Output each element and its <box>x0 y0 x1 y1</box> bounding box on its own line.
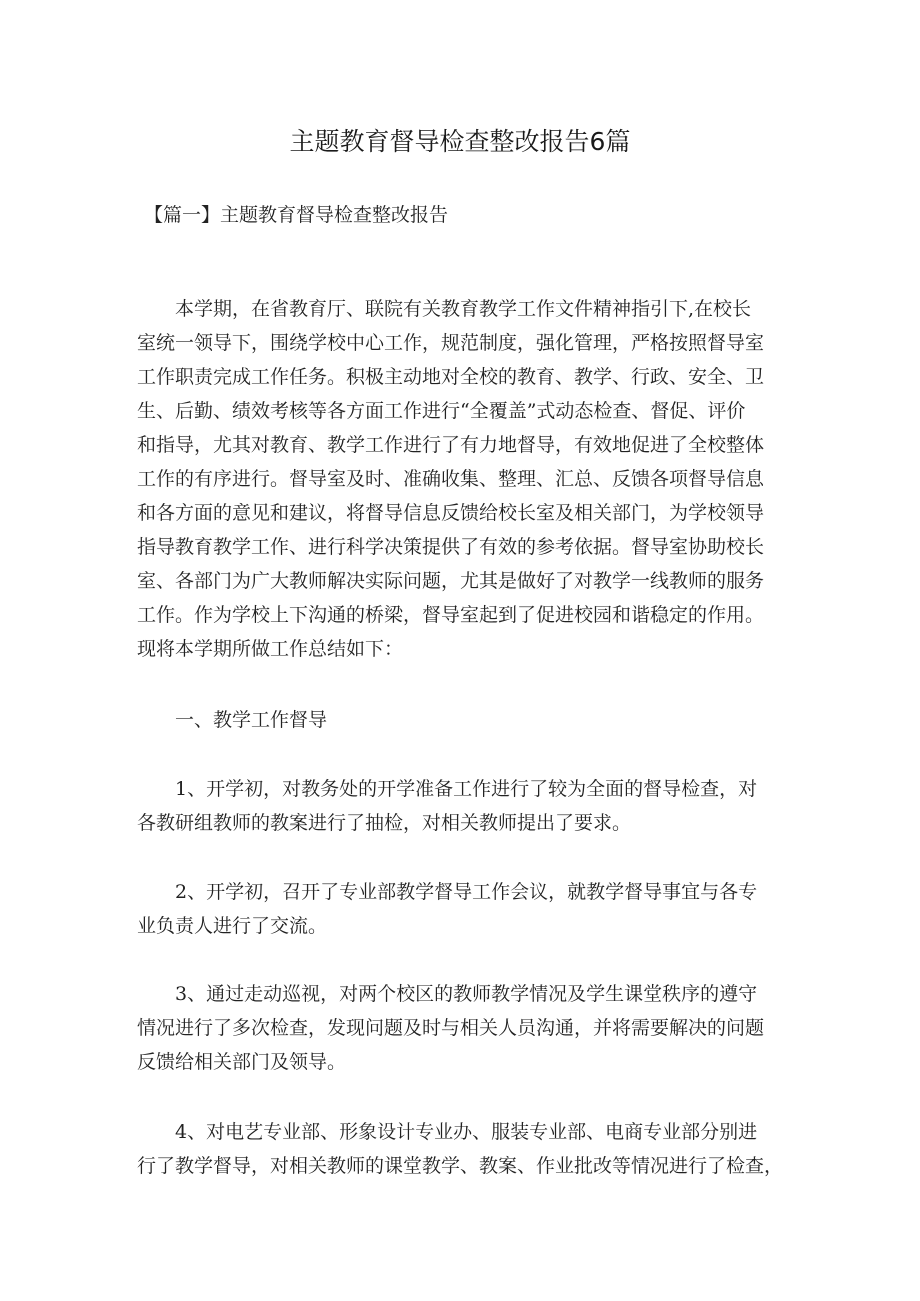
text-line: 2、开学初，召开了专业部教学督导工作会议，就教学督导事宜与各专 <box>175 881 758 903</box>
list-item <box>137 1115 797 1183</box>
text-line: 指导教育教学工作、进行科学决策提供了有效的参考依据。督导室协助校长 <box>137 536 765 558</box>
text-line: 本学期，在省教育厅、联院有关教育教学工作文件精神指引下,在校长 <box>175 298 752 320</box>
text-line: 行了教学督导，对相关教师的课堂教学、教案、作业批改等情况进行了检查， <box>137 1155 784 1177</box>
text-line: 情况进行了多次检查，发现问题及时与相关人员沟通，并将需要解决的问题 <box>137 1017 765 1039</box>
section-heading: 一、教学工作督导 <box>175 709 328 731</box>
text-line: 工作职责完成工作任务。积极主动地对全校的教育、教学、行政、安全、卫 <box>137 366 765 388</box>
chapter-heading: 【篇一】主题教育督导检查整改报告 <box>144 204 449 226</box>
text-line: 室、各部门为广大教师解决实际问题，尤其是做好了对教学一线教师的服务 <box>137 570 765 592</box>
text-line: 和指导，尤其对教育、教学工作进行了有力地督导，有效地促进了全校整体 <box>137 434 765 456</box>
document-title: 主题教育督导检查整改报告6篇 <box>289 127 631 156</box>
text-line: 室统一领导下，围绕学校中心工作，规范制度，强化管理，严格按照督导室 <box>137 332 765 354</box>
text-line: 反馈给相关部门及领导。 <box>137 1051 347 1073</box>
text-line: 业负责人进行了交流。 <box>137 915 328 937</box>
text-line: 3、通过走动巡视，对两个校区的教师教学情况及学生课堂秩序的遵守 <box>175 983 758 1005</box>
list-item <box>137 772 797 840</box>
text-line: 4、对电艺专业部、形象设计专业办、服装专业部、电商专业部分别进 <box>175 1121 758 1143</box>
intro-paragraph <box>137 292 797 666</box>
text-line: 各教研组教师的教案进行了抽检，对相关教师提出了要求。 <box>137 812 632 834</box>
text-line: 现将本学期所做工作总结如下： <box>137 638 404 660</box>
list-item <box>137 875 797 943</box>
text-line: 工作的有序进行。督导室及时、准确收集、整理、汇总、反馈各项督导信息 <box>137 468 765 490</box>
text-line: 工作。作为学校上下沟通的桥梁，督导室起到了促进校园和谐稳定的作用。 <box>137 604 765 626</box>
text-line: 生、后勤、绩效考核等各方面工作进行“全覆盖”式动态检查、督促、评价 <box>137 400 746 422</box>
text-line: 1、开学初，对教务处的开学准备工作进行了较为全面的督导检查，对 <box>175 778 758 800</box>
list-item <box>137 977 797 1079</box>
text-line: 和各方面的意见和建议，将督导信息反馈给校长室及相关部门，为学校领导 <box>137 502 765 524</box>
